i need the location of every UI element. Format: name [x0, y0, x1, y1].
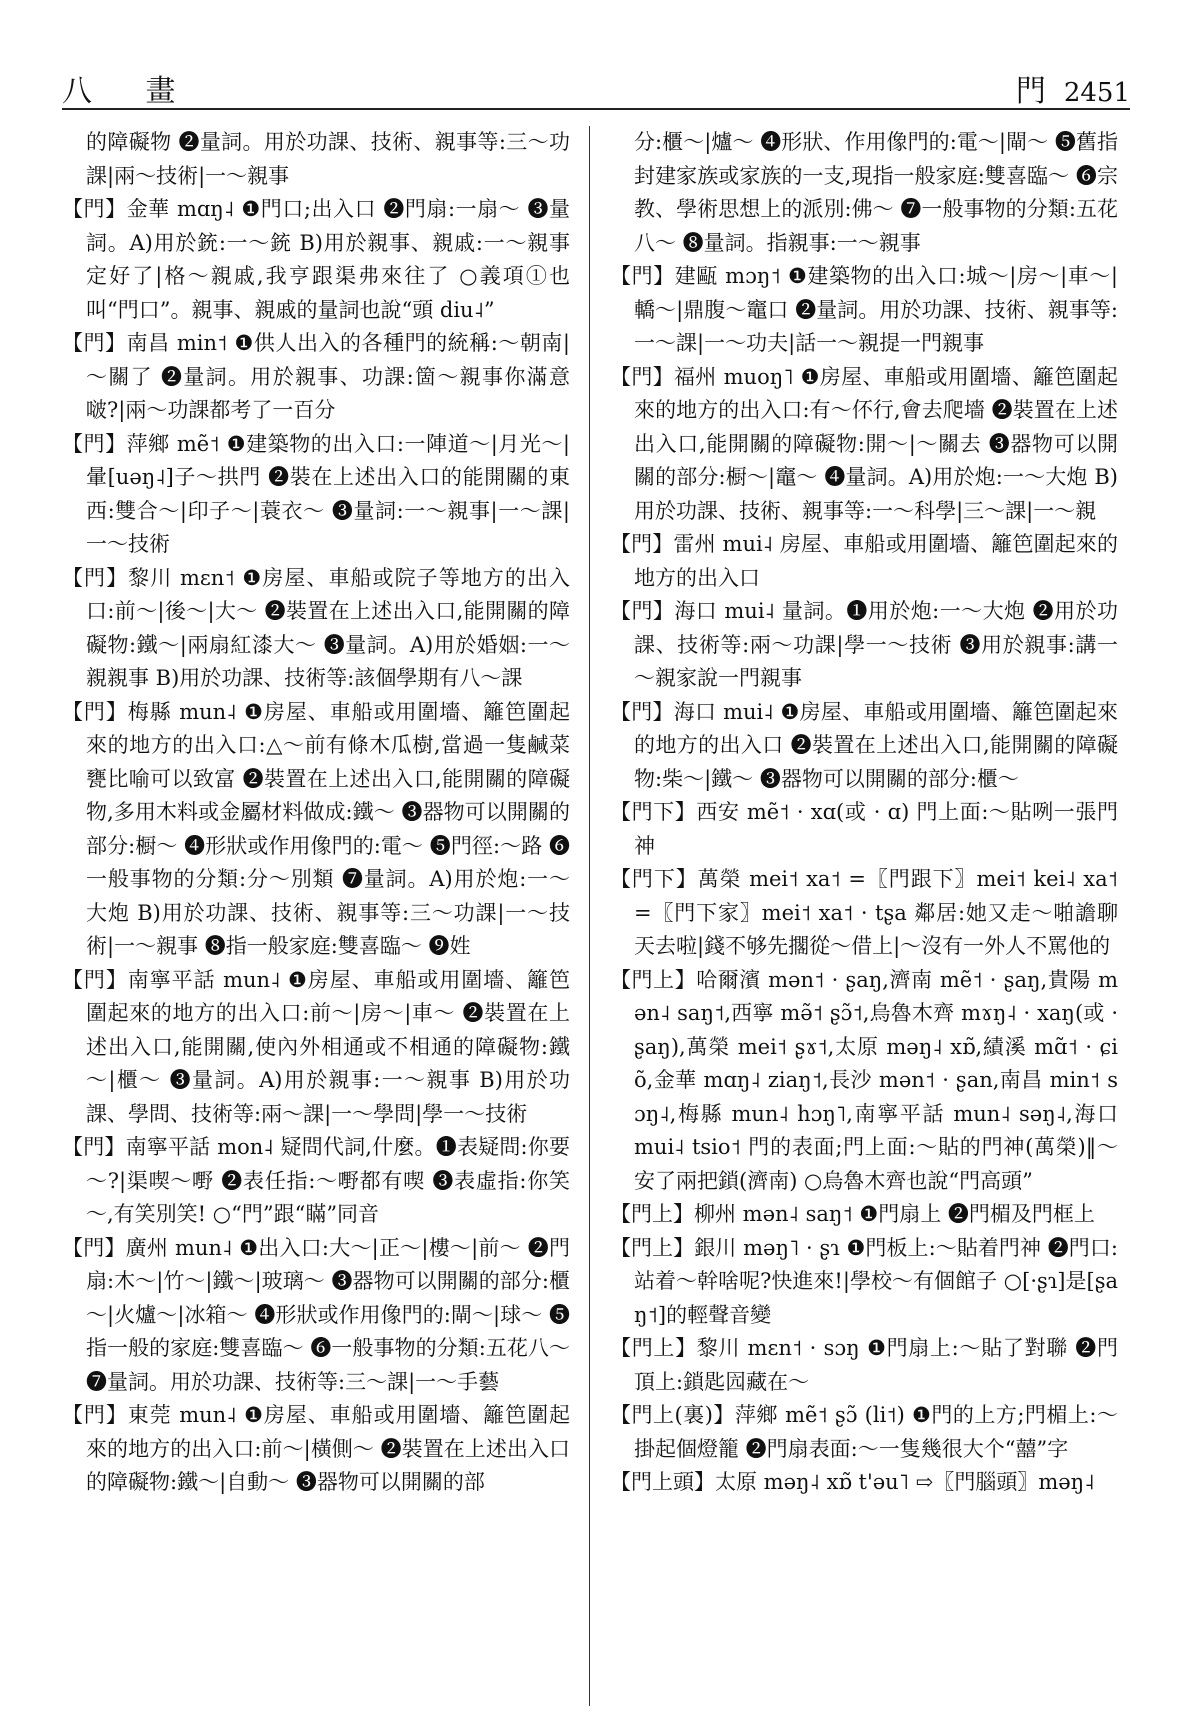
dictionary-entry: 【門】雷州 mui˨ 房屋、車船或用圍墻、籬笆圍起來的地方的出入口 [610, 532, 1118, 590]
dictionary-entry: 【門】金華 mɑŋ˨ ❶門口;出入口 ❷門扇:一扇～ ❸量詞。A)用於銃:一～銃 B)用於親事、親戚:一～親事定好了|格～親戚,我亨跟渠弗來往了 ○義項①也叫“門口”。親事、親戚的量詞也說“頭 diu˨” [62, 197, 570, 322]
section-label: 八 畫 [62, 74, 198, 109]
dictionary-entry: 【門】東莞 mun˨ ❶房屋、車船或用圍墻、籬笆圍起來的地方的出入口:前～|橫側～ ❷裝置在上述出入口的障礙物:鐵～|自動～ ❸器物可以開關的部 [62, 1403, 570, 1494]
dictionary-entry: 【門上】銀川 məŋ˥ · ʂɿ ❶門板上:～貼着門神 ❷門口:站着～幹啥呢?快進來!|學校～有個館子 ○[·ʂɿ]是[ʂaŋ˦]的輕聲音變 [610, 1235, 1118, 1327]
dictionary-entry: 【門下】萬榮 mei˦ xa˦ =〖門跟下〗mei˦ kei˨ xa˦ =〖門下家〗mei˦ xa˦ · tʂa 鄰居:她又走～啪譫聊天去啦|錢不够先擱從～借上|～沒有一外人不罵他的 [610, 867, 1118, 958]
page-number: 2451 [1063, 78, 1130, 108]
dictionary-entry: 【門上】黎川 mɛn˦ · sɔŋ ❶門扇上:～貼了對聯 ❷門頂上:鎖匙囥藏在～ [610, 1336, 1118, 1394]
dictionary-entry: 【門】海口 mui˨ ❶房屋、車船或用圍墻、籬笆圍起來的地方的出入口 ❷裝置在上述出入口,能開關的障礙物:柴～|鐵～ ❸器物可以開關的部分:櫃～ [610, 699, 1118, 791]
dictionary-entry: 【門】梅縣 mun˨ ❶房屋、車船或用圍墻、籬笆圍起來的地方的出入口:△～前有條木瓜樹,當過一隻鹹菜甕比喻可以致富 ❷裝置在上述出入口,能開關的障礙物,多用木料或金屬材料做成:鐵～ ❸器物可以開關的部分:橱～ ❹形狀或作用像門的:電～ ❺門徑:～路 ❻一般事物的分類:分～別類 ❼量詞。A)用於炮:一～大炮 B)用於功課、技術、親事等:三～功課|一～技術|一～親事 ❽指一般家庭:雙喜臨～ ❾姓 [62, 699, 570, 958]
dictionary-entry: 【門】黎川 mɛn˦ ❶房屋、車船或院子等地方的出入口:前～|後～|大～ ❷裝置在上述出入口,能開關的障礙物:鐵～|兩扇紅漆大～ ❸量詞。A)用於婚姻:一～親親事 B)用於功課、技術等:該個學期有八～課 [62, 565, 570, 690]
column-divider [589, 126, 590, 1706]
dictionary-entry: 【門】南昌 min˦ ❶供人出入的各種門的統稱:～朝南|～關了 ❷量詞。用於親事、功課:箇～親事你滿意啵?|兩～功課都考了一百分 [62, 331, 570, 422]
dictionary-entry: 【門】南寧平話 mun˨ ❶房屋、車船或用圍墻、籬笆圍起來的地方的出入口:前～|房～|車～ ❷裝置在上述出入口,能開關,使內外相通或不相通的障礙物:鐵～|櫃～ ❸量詞。A)用於親事:一～親事 B)用於功課、學問、技術等:兩～課|一～學問|學一～技術 [62, 967, 570, 1126]
running-header [62, 66, 1130, 110]
dictionary-entry: 【門上】哈爾濱 mən˦ · ʂaŋ,濟南 mẽ˦ · ʂaŋ,貴陽 mən˨ saŋ˦,西寧 mə̃˦ ʂɔ̃˦,烏魯木齊 mɤŋ˨ · xaŋ(或 · ʂaŋ),萬榮 mei˦ ʂɤ˦,太原 məŋ˨ xɒ̃,績溪 mɑ̃˦ · ɕi õ,金華 mɑŋ˨ ziaŋ˦,長沙 mən˦ · ʂan,南昌 min˦ sɔŋ˨,梅縣 mun˨ hɔŋ˥,南寧平話 mun˨ səŋ˨,海口 mui˨ tsio˦ 門的表面;門上面:～貼的門神(萬榮)‖～安了兩把鎖(濟南) ○烏魯木齊也說“門高頭” [610, 967, 1118, 1193]
header-rule [62, 108, 1130, 110]
dictionary-entry: 的障礙物 ❷量詞。用於功課、技術、親事等:三～功課|兩～技術|一～親事 [86, 130, 570, 188]
dictionary-entry: 【門】建甌 mɔŋ˦ ❶建築物的出入口:城～|房～|車～|轎～|鼎腹～竈口 ❷量詞。用於功課、技術、親事等:一～課|一～功夫|話一～親提一門親事 [610, 264, 1118, 355]
page-headword-and-number [1016, 66, 1130, 110]
right-column [610, 126, 1118, 1706]
dictionary-entry: 【門】廣州 mun˨ ❶出入口:大～|正～|樓～|前～ ❷門扇:木～|竹～|鐵～|玻璃～ ❸器物可以開關的部分:櫃～|火爐～|冰箱～ ❹形狀或作用像門的:閘～|球～ ❺指一般的家庭:雙喜臨～ ❻一般事物的分類:五花八～ ❼量詞。用於功課、技術等:三～課|一～手藝 [62, 1235, 570, 1394]
dictionary-entry: 【門】南寧平話 mon˨ 疑問代詞,什麼。❶表疑問:你要～?|渠喫～嘢 ❷表任指:～嘢都有喫 ❸表虛指:你笑～,有笑別笑! ○“門”跟“瞞”同音 [62, 1135, 570, 1226]
left-column [62, 126, 570, 1706]
dictionary-entry: 分:櫃～|爐～ ❹形狀、作用像門的:電～|閘～ ❺舊指封建家族或家族的一支,現指一般家庭:雙喜臨～ ❻宗教、學術思想上的派別:佛～ ❼一般事物的分類:五花八～ ❽量詞。指親事:一～親事 [634, 130, 1118, 255]
dictionary-entry: 【門上頭】太原 məŋ˨ xɒ̃ t'əu˥ ⇨〖門腦頭〗məŋ˨ [610, 1470, 1095, 1494]
page-headword: 門 [1015, 74, 1046, 109]
dictionary-entry: 【門】萍鄉 mẽ˦ ❶建築物的出入口:一陣道～|月光～|暈[uəŋ˨]子～拱門 ❷裝在上述出入口的能開關的東西:雙合～|印子～|蓑衣～ ❸量詞:一～親事|一～課|一～技術 [62, 431, 570, 556]
dictionary-entry: 【門上】柳州 mən˨ saŋ˦ ❶門扇上 ❷門楣及門框上 [610, 1202, 1095, 1226]
dictionary-entry: 【門下】西安 mẽ˦ · xɑ(或 · ɑ) 門上面:～貼咧一張門神 [610, 800, 1118, 858]
dictionary-entry: 【門】福州 muoŋ˥ ❶房屋、車船或用圍墻、籬笆圍起來的地方的出入口:有～伓行,會去爬墻 ❷裝置在上述出入口,能開關的障礙物:開～|～關去 ❸器物可以開關的部分:橱～|竈～ ❹量詞。A)用於炮:一～大炮 B)用於功課、技術、親事等:一～科學|三～課|一～親 [610, 364, 1118, 523]
dictionary-entry: 【門上(裏)】萍鄉 mẽ˦ ʂɔ̃ (li˦) ❶門的上方;門楣上:～掛起個燈籠 ❷門扇表面:～一隻幾很大个“囍”字 [610, 1403, 1118, 1461]
dictionary-entry: 【門】海口 mui˨ 量詞。❶用於炮:一～大炮 ❷用於功課、技術等:兩～功課|學一～技術 ❸用於親事:講一～親家說一門親事 [610, 599, 1118, 690]
